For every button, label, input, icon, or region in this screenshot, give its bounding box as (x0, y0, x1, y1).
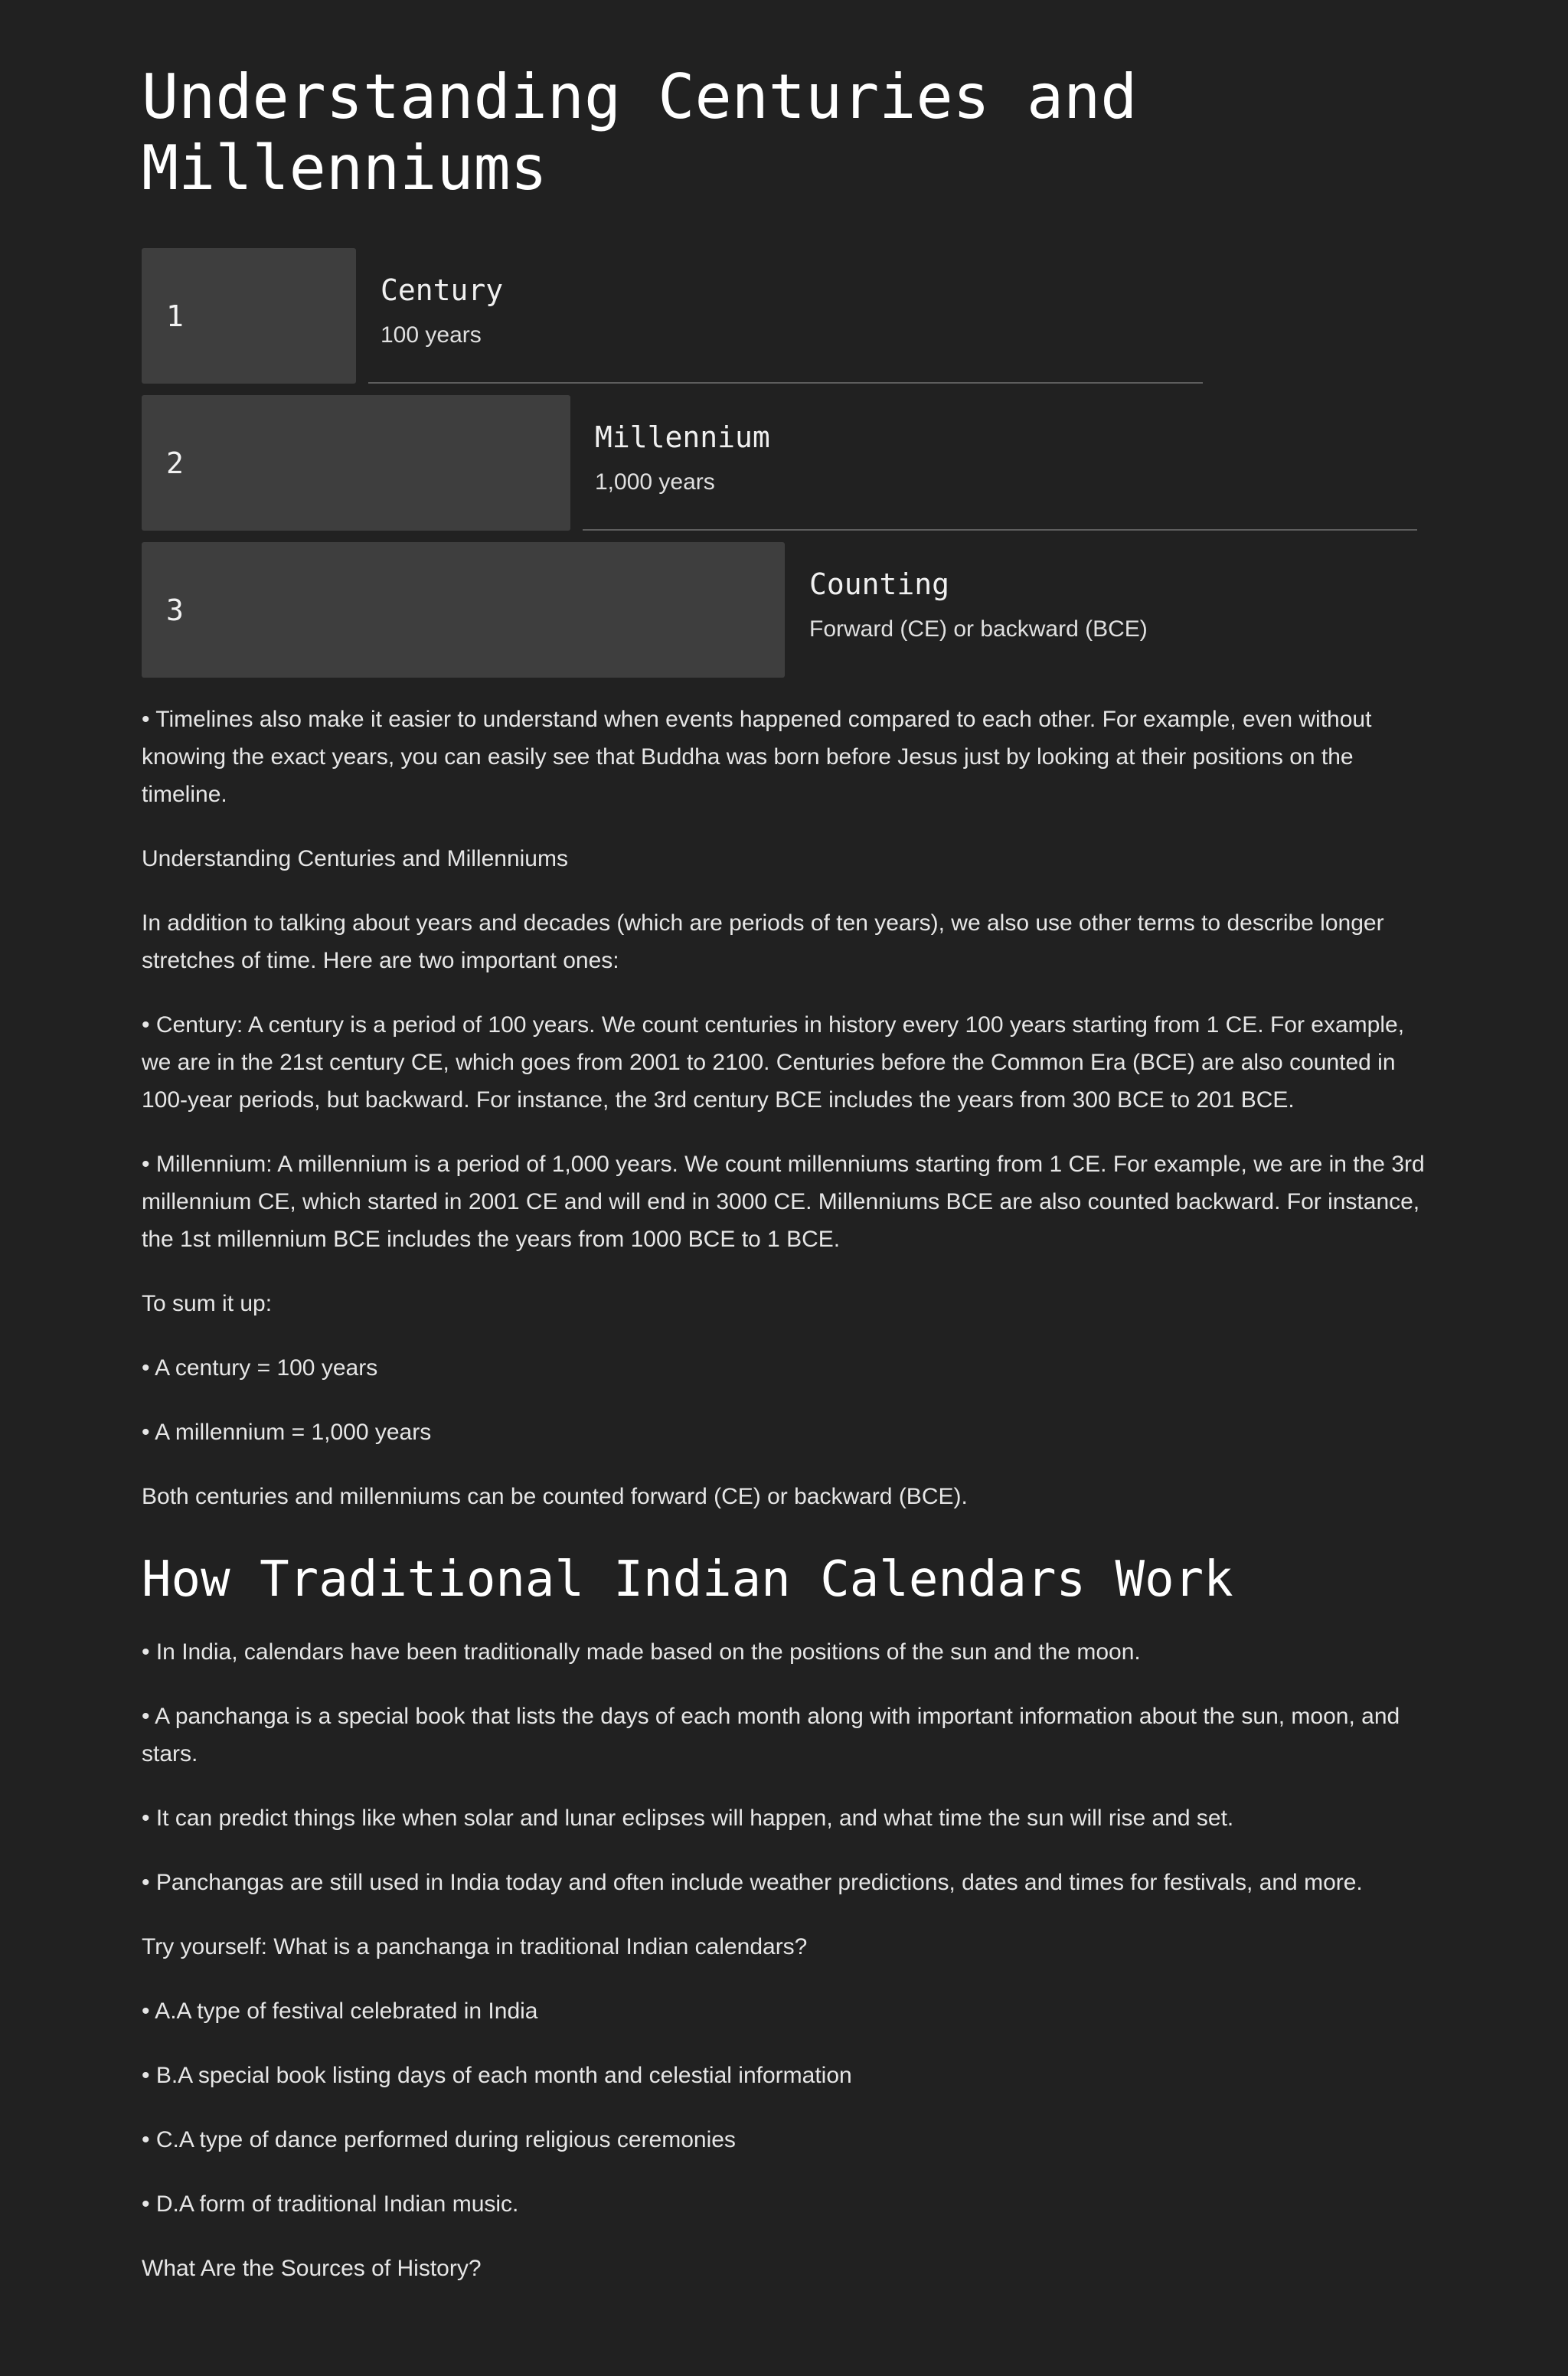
step-number: 2 (166, 446, 184, 480)
step-info (797, 542, 1428, 678)
paragraph: Understanding Centuries and Millenniums (142, 846, 568, 871)
step-title: Century (381, 273, 504, 307)
paragraph: • Timelines also make it easier to understand when events happened compared to each other. For example, even without knowing the exact years, you can easily see that Buddha was born before Jesus just by looking at their positions on the timeline. (142, 707, 1372, 807)
paragraph: In addition to talking about years and decades (which are periods of ten years), we also use other terms to describe longer stretches of time. Here are two important ones: (142, 910, 1384, 973)
quiz-option: • D.A form of traditional Indian music. (142, 2191, 519, 2217)
paragraph: Both centuries and millenniums can be counted forward (CE) or backward (BCE). (142, 1484, 968, 1509)
step-bar (142, 248, 356, 384)
section-heading: How Traditional Indian Calendars Work (142, 1551, 1233, 1608)
paragraph: • Panchangas are still used in India today and often include weather predictions, dates and times for festivals, and more. (142, 1870, 1363, 1895)
steps-list (142, 248, 1428, 678)
step-info (368, 248, 1203, 384)
paragraph: • A century = 100 years (142, 1355, 378, 1381)
paragraph: What Are the Sources of History? (142, 2256, 482, 2281)
step-bar (142, 395, 570, 531)
step-description: 100 years (381, 322, 482, 348)
quiz-question: Try yourself: What is a panchanga in traditional Indian calendars? (142, 1934, 808, 1959)
quiz-option: • C.A type of dance performed during religious ceremonies (142, 2127, 736, 2152)
step-item (142, 395, 1428, 531)
step-bar (142, 542, 785, 678)
step-number: 3 (166, 593, 184, 627)
paragraph: • In India, calendars have been traditionally made based on the positions of the sun and the moon. (142, 1639, 1141, 1665)
quiz-option: • B.A special book listing days of each month and celestial information (142, 2063, 852, 2088)
step-item (142, 248, 1428, 384)
main-content (142, 61, 1428, 2314)
paragraph: • Millennium: A millennium is a period of 1,000 years. We count millenniums starting from 1 CE. For example, we are in the 3rd millennium CE, which started in 2001 CE and will end in 3000 CE. Millenniums BCE are also counted backward. For instance, the 1st millennium BCE includes the years from 1000 BCE to 1 BCE. (142, 1152, 1425, 1252)
step-number: 1 (166, 299, 184, 333)
paragraph: • A millennium = 1,000 years (142, 1420, 432, 1445)
step-title: Millennium (595, 420, 770, 454)
paragraph: To sum it up: (142, 1291, 273, 1316)
paragraph: • Century: A century is a period of 100 years. We count centuries in history every 100 years starting from 1 CE. For example, we are in the 21st century CE, which goes from 2001 to 2100. Centuries before the Common Era (BCE) are also counted in 100-year periods, but backward. For instance, the 3rd century BCE includes the years from 300 BCE to 201 BCE. (142, 1012, 1405, 1113)
step-item (142, 542, 1428, 678)
paragraph: • A panchanga is a special book that lists the days of each month along with important information about the sun, moon, and stars. (142, 1704, 1400, 1766)
page-title: Understanding Centuries and Millenniums (142, 61, 1138, 204)
step-description: Forward (CE) or backward (BCE) (809, 616, 1148, 642)
quiz-option: • A.A type of festival celebrated in India (142, 1999, 538, 2024)
step-info (583, 395, 1417, 531)
step-title: Counting (809, 567, 950, 601)
step-description: 1,000 years (595, 469, 715, 495)
paragraph: • It can predict things like when solar and lunar eclipses will happen, and what time the sun will rise and set. (142, 1806, 1234, 1831)
